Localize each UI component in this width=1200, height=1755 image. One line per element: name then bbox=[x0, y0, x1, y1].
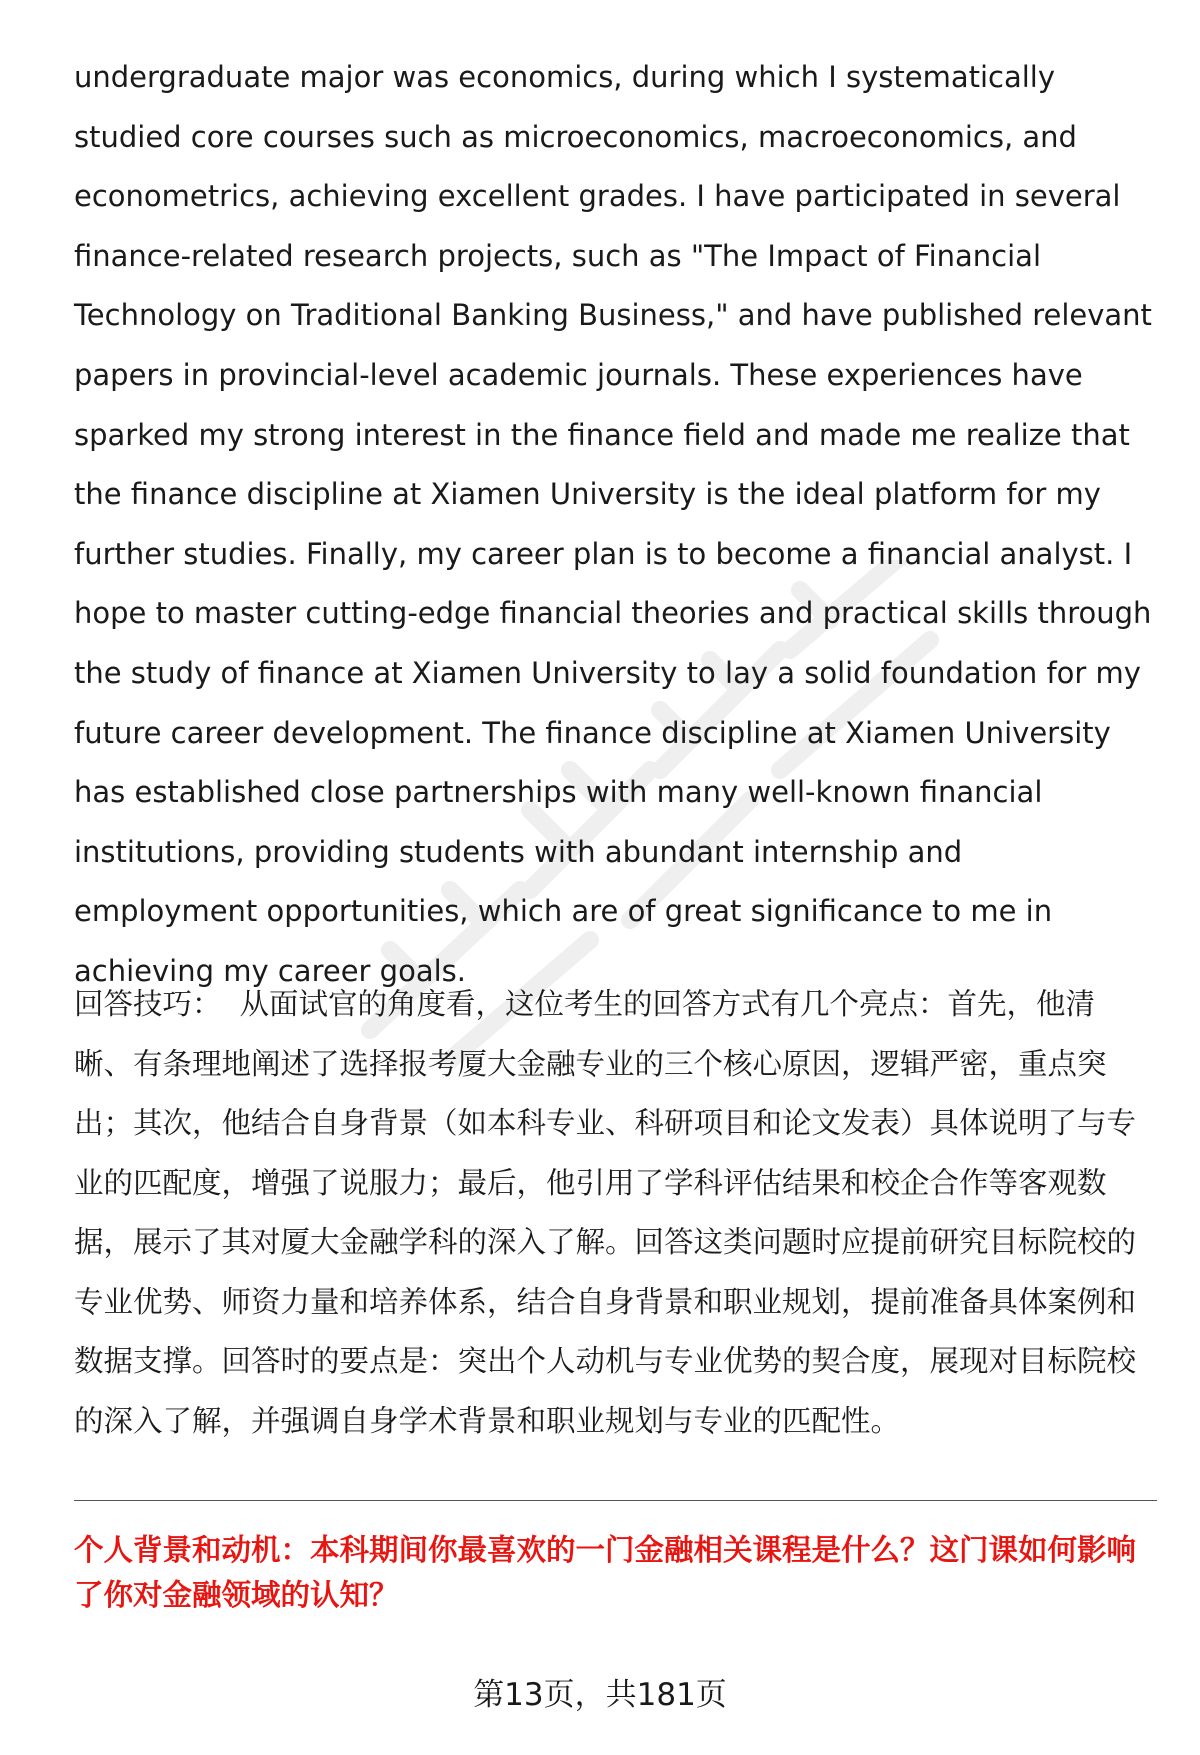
answer-tips-paragraph bbox=[74, 975, 1154, 1451]
question-heading: 个人背景和动机：本科期间你最喜欢的一门金融相关课程是什么？这门课如何影响了你对金融领域的认知？ bbox=[74, 1533, 1137, 1612]
section-divider bbox=[74, 1500, 1157, 1501]
tips-label: 回答技巧： bbox=[74, 987, 222, 1021]
page-number-footer: 第13页，共181页 bbox=[473, 1677, 727, 1713]
answer-english-paragraph: undergraduate major was economics, during which I systematically studied core courses such as microeconomics, macroeconomics, and econometrics, achieving excellent grades. I have participated in several finance-related research projects, such as "The Impact of Financial Technology on Traditional Banking Business," and have published relevant papers in provincial-level academic journals. These experiences have sparked my strong interest in the finance field and made me realize that the finance discipline at Xiamen University is the ideal platform for my further studies. Finally, my career plan is to become a financial analyst. I hope to master cutting-edge financial theories and practical skills through the study of finance at Xiamen University to lay a solid foundation for my future career development. The finance discipline at Xiamen University has established close partnerships with many well-known financial institutions, providing students with abundant internship and employment opportunities, which are of great significance to me in achieving my career goals. bbox=[74, 60, 1152, 988]
tips-text: 从面试官的角度看，这位考生的回答方式有几个亮点：首先，他清晰、有条理地阐述了选择报考厦大金融专业的三个核心原因，逻辑严密，重点突出；其次，他结合自身背景（如本科专业、科研项目和论文发表）具体说明了与专业的匹配度，增强了说服力；最后，他引用了学科评估结果和校企合作等客观数据，展示了其对厦大金融学科的深入了解。回答这类问题时应提前研究目标院校的专业优势、师资力量和培养体系，结合自身背景和职业规划，提前准备具体案例和数据支撑。回答时的要点是：突出个人动机与专业优势的契合度，展现对目标院校的深入了解，并强调自身学术背景和职业规划与专业的匹配性。 bbox=[74, 987, 1137, 1438]
